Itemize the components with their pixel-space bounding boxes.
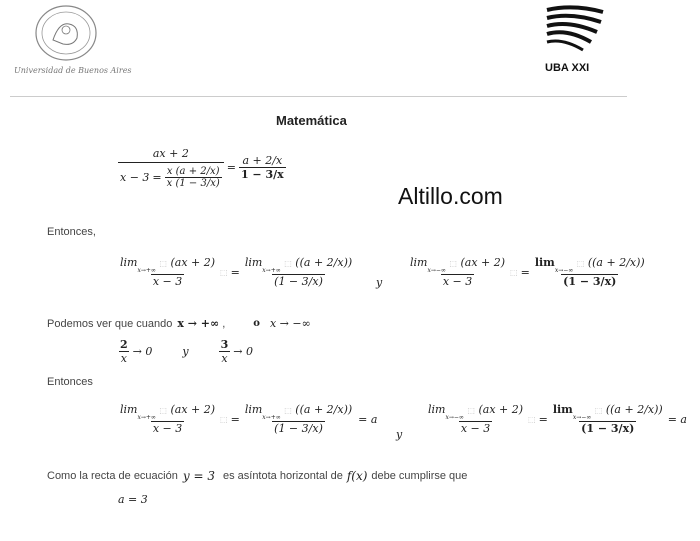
lim-subscript: x→−∞ (572, 414, 592, 421)
equals-sign: = (230, 265, 240, 279)
equals-sign: = (538, 412, 548, 426)
cond-plus-inf: x → +∞ (177, 317, 220, 330)
lim-subscript: x→−∞ (445, 414, 464, 421)
lim-label: lim (428, 403, 446, 416)
lim-label: lim (534, 256, 555, 269)
lim-expr: ax + 2 (464, 256, 501, 269)
seal-icon (33, 4, 99, 62)
lim-label: lim (120, 256, 138, 269)
lim-subscript: x→−∞ (554, 267, 574, 274)
university-signature: Universidad de Buenos Aires (14, 66, 132, 75)
conj-y-2: y (396, 428, 403, 441)
conj-o: o (253, 318, 260, 329)
expr-x-minus-3: x − 3 (120, 171, 150, 184)
a-plus-2-over-x: a + 2/x (303, 403, 344, 416)
one-minus-3-over-x: 1 − 3/x (586, 422, 630, 435)
limits-to-zero: $\frac{2}{x}$ → 0 y $\frac{3}{x}$ → 0 (120, 338, 253, 365)
one-minus-3-over-x: 1 − 3/x (278, 422, 319, 435)
conclusion-line (47, 469, 467, 483)
equation-simplification: ax + 2 x − 3 = $\frac{x (a + 2/x)}{x (1 - 3/x)}$ = $\frac{a + 2/x}{1 - 3/x}$ (120, 147, 284, 189)
conj-y-1: y (376, 276, 383, 289)
result-a-eq-3: a = 3 (118, 493, 148, 506)
lim-expr: ax + 2 (174, 256, 211, 269)
text-como-1: Como la recta de ecuación (47, 470, 178, 482)
f-of-x: f(x) (346, 469, 368, 483)
lim-subscript: x→−∞ (427, 267, 446, 274)
lim-subscript: x→+∞ (262, 267, 281, 274)
lim-den: x − 3 (442, 275, 473, 288)
equals-a-2: = a (667, 412, 687, 426)
one-minus-3-over-x: 1 − 3/x (568, 275, 612, 288)
lim-subscript: x→+∞ (262, 414, 281, 421)
limit-plus-infinity: $\frac{\lim_{x\to+\infty} ⬚ (ax + 2)}{x - 3}$ ⬚ = $\frac{\lim_{x\to+\infty} ⬚ ((a + 2/x))}{(1 - 3/x)}$ (120, 256, 353, 288)
text-como-2: es asíntota horizontal de (222, 470, 343, 482)
a-plus-2-over-x: a + 2/x (303, 256, 344, 269)
uba-xxi-logo (543, 4, 607, 62)
conj-y-zero: y (182, 345, 189, 358)
text-entonces-1: Entonces, (47, 226, 96, 238)
text-podemos: Podemos ver que cuando (47, 317, 173, 330)
lim-label: lim (244, 256, 263, 269)
uba-xxi-label: UBA XXI (545, 62, 590, 74)
one-minus-3-over-x: 1 − 3/x (240, 167, 284, 181)
expr-numerator: ax + 2 (152, 147, 189, 160)
equals-sign: = (230, 412, 240, 426)
equals-sign: = (152, 171, 162, 184)
eq-y-3: y = 3 (182, 469, 215, 483)
a-plus-2-over-x: a + 2/x (242, 153, 283, 167)
lim-label: lim (410, 256, 428, 269)
lim-subscript: x→+∞ (137, 267, 156, 274)
equals-sign: = (520, 265, 530, 279)
limit-minus-infinity: $\frac{\lim_{x\to-\infty} ⬚ (ax + 2)}{x - 3}$ ⬚ = $\frac{\lim_{x\to-\infty} ⬚ ((a + 2/x))}{(1 - 3/x)}$ (410, 256, 645, 288)
lim-expr: ax + 2 (174, 403, 211, 416)
university-seal (33, 4, 99, 62)
lim-den: x − 3 (152, 275, 183, 288)
arrow-zero-2: → 0 (233, 345, 253, 358)
equals-sign: = (226, 160, 236, 174)
header-separator (10, 96, 627, 97)
a-plus-2-over-x: a + 2/x (596, 256, 637, 269)
a-plus-2-over-x: a + 2/x (614, 403, 655, 416)
text-como-3: debe cumplirse que (371, 470, 468, 482)
lim-label: lim (244, 403, 263, 416)
lim-label: lim (120, 403, 138, 416)
lim-expr: ax + 2 (482, 403, 519, 416)
condition-line: Podemos ver que cuando x → +∞ , o x → −∞ (47, 317, 311, 330)
watermark-text: Altillo.com (398, 183, 503, 209)
arrow-zero-1: → 0 (132, 345, 153, 358)
text-entonces-2: Entonces (47, 376, 93, 388)
lim-label: lim (552, 403, 573, 416)
lim-den: x − 3 (460, 422, 491, 435)
one-minus-3-over-x: 1 − 3/x (278, 275, 319, 288)
cond-minus-inf: x → −∞ (269, 317, 311, 330)
uba-xxi-swoosh-icon (543, 4, 607, 62)
limit-minus-infinity-result: $\frac{\lim_{x\to-\infty} ⬚ (ax + 2)}{x - 3}$ ⬚ = $\frac{\lim_{x\to-\infty} ⬚ ((a + 2/x))}{(1 - 3/x)}$ = a (428, 403, 687, 435)
lim-subscript: x→+∞ (137, 414, 156, 421)
page-title: Matemática (276, 113, 347, 128)
equals-a-1: = a (358, 412, 378, 426)
limit-plus-infinity-result: $\frac{\lim_{x\to+\infty} ⬚ (ax + 2)}{x - 3}$ ⬚ = $\frac{\lim_{x\to+\infty} ⬚ ((a + 2/x))}{(1 - 3/x)}$ = a (120, 403, 378, 435)
lim-den: x − 3 (152, 422, 183, 435)
